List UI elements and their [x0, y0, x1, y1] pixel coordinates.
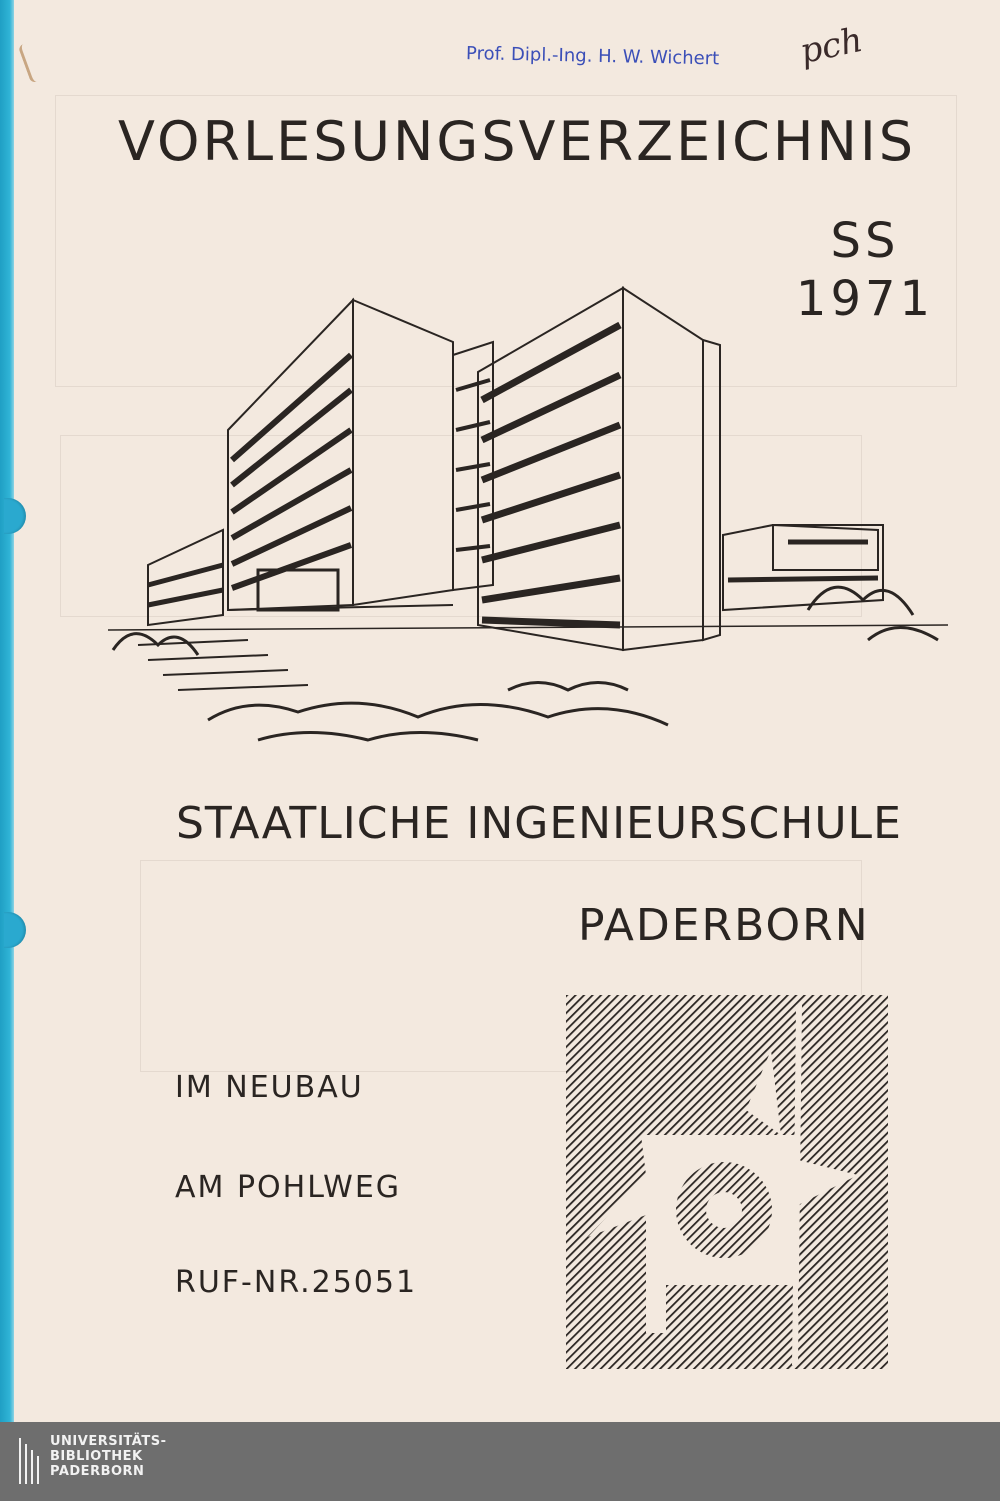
term-year: 1971	[795, 271, 935, 327]
address-line-2: AM POHLWEG	[175, 1170, 402, 1205]
binding-band	[0, 0, 14, 1422]
school-logo	[566, 995, 888, 1369]
library-name-line-1: UNIVERSITÄTS-	[50, 1434, 167, 1449]
library-footer	[0, 1422, 1000, 1501]
staple-mark	[18, 40, 48, 83]
address-line-1: IM NEUBAU	[175, 1070, 364, 1105]
school-name: STAATLICHE INGENIEURSCHULE	[176, 798, 902, 849]
library-name-line-3: PADERBORN	[50, 1464, 145, 1479]
library-name	[50, 1434, 166, 1479]
handwritten-note: pch	[796, 19, 867, 73]
owner-stamp: Prof. Dipl.-Ing. H. W. Wichert	[465, 43, 720, 70]
punch-hole-bottom	[4, 912, 26, 948]
building-illustration	[108, 280, 948, 750]
library-name-line-2: BIBLIOTHEK	[50, 1449, 143, 1464]
address-line-3: RUF-NR.25051	[175, 1265, 418, 1300]
punch-hole-top	[4, 498, 26, 534]
term-season: SS	[830, 213, 900, 269]
school-city: PADERBORN	[578, 900, 870, 951]
document-title: VORLESUNGSVERZEICHNIS	[118, 110, 917, 173]
library-logo-icon	[16, 1436, 40, 1486]
